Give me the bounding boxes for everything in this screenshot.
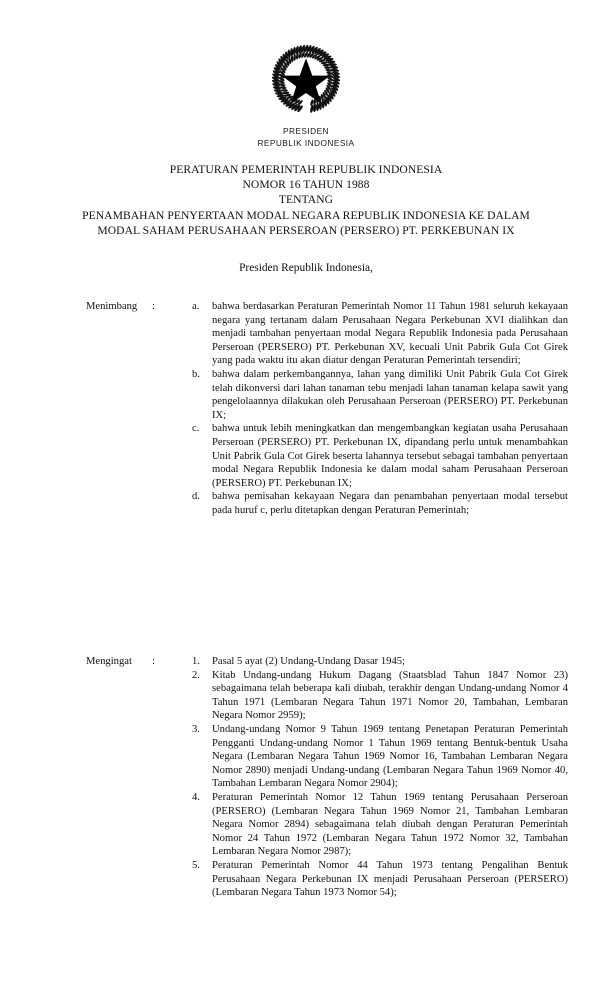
- title-line-tentang: TENTANG: [278, 193, 334, 207]
- title-line-subject-2: MODAL SAHAM PERUSAHAAN PERSEROAN (PERSERO) PT. PERKEBUNAN IX: [97, 223, 515, 237]
- section-label-menimbang: Menimbang: [86, 301, 138, 312]
- title-line-number: NOMOR 16 TAHUN 1988: [242, 178, 370, 192]
- clause-item: [192, 791, 568, 859]
- opening-line: Presiden Republik Indonesia,: [239, 262, 373, 274]
- clause-item: [192, 655, 568, 669]
- crest-line-presiden: PRESIDEN: [282, 126, 330, 136]
- crest-caption: [0, 126, 612, 149]
- clause-item: [192, 422, 568, 490]
- clause-text: bahwa pemisahan kekayaan Negara dan penambahan penyertaan modal tersebut pada huruf c, perlu ditetapkan dengan Peraturan Pemerintah;: [212, 491, 568, 516]
- clause-text: Peraturan Pemerintah Nomor 44 Tahun 1973 tentang Pengalihan Bentuk Perusahaan Negara Perkebunan IX menjadi Perusahaan Perseroan (PERSERO) (Lembaran Negara Tahun 1973 Nomor 54);: [212, 859, 568, 899]
- section-colon-mengingat: :: [152, 656, 155, 667]
- clause-item: [192, 859, 568, 900]
- clause-list-menimbang: [192, 300, 568, 518]
- clause-marker: 4.: [192, 791, 200, 803]
- clause-marker: b.: [192, 368, 200, 380]
- clause-text: Kitab Undang-undang Hukum Dagang (Staatsblad Tahun 1847 Nomor 23) sebagaimana telah beberapa kali diubah, terakhir dengan Undang-undang Nomor 4 Tahun 1971 (Lembaran Negara Tahun 1971 Nomor 20, Tambahan, Lembaran Negara Nomor 2959);: [212, 669, 568, 722]
- emblem-container: [0, 42, 612, 116]
- clause-text: Undang-undang Nomor 9 Tahun 1969 tentang Penetapan Peraturan Pemerintah Pengganti Undang-undang Nomor 1 Tahun 1969 tentang Bentuk-bentuk Usaha Negara (Lembaran Negara Tahun 1969 Nomor 16, Tambahan Lembaran Negara Nomor 2890) menjadi Undang-undang (Lembaran Negara Tahun 1969 Nomor 40, Tambahan Lembaran Negara Nomor 2904);: [212, 723, 568, 790]
- clause-item: [192, 669, 568, 723]
- clause-item: [192, 368, 568, 422]
- clause-marker: 2.: [192, 669, 200, 681]
- clause-text: bahwa dalam perkembangannya, lahan yang dimiliki Unit Pabrik Gula Cot Girek telah dikonversi dari lahan tanaman tebu menjadi lahan tanaman kelapa sawit yang pengelolaannya dilakukan oleh Perusahaan Perseroan (PERSERO) PT. Perkebunan IX;: [212, 368, 568, 421]
- crest-line-republik: REPUBLIK INDONESIA: [257, 137, 355, 148]
- clause-marker: a.: [192, 301, 200, 312]
- section-row: [86, 655, 568, 900]
- section-label-mengingat: Mengingat: [86, 656, 132, 667]
- clause-list-mengingat: [192, 655, 568, 900]
- section-colon-menimbang: :: [152, 301, 155, 312]
- title-line-regulation: PERATURAN PEMERINTAH REPUBLIK INDONESIA: [169, 163, 443, 176]
- clause-item: [192, 723, 568, 791]
- clause-text: bahwa berdasarkan Peraturan Pemerintah Nomor 11 Tahun 1981 seluruh kekayaan negara yang tertanam dalam Perusahaan Negara Perkebunan XVI dialihkan dan menjadi tambahan penyertaan modal Negara Republik Indonesia pada Perusahaan Perseroan (PERSERO) PT. Perkebunan XV, kecuali Unit Pabrik Gula Cot Girek yang pada waktu itu akan diatur dengan Peraturan Pemerintah tersendiri;: [212, 301, 568, 367]
- clause-marker: 1.: [192, 656, 200, 667]
- clause-marker: 5.: [192, 859, 200, 871]
- clause-text: Pasal 5 ayat (2) Undang-Undang Dasar 1945;: [212, 656, 405, 667]
- clause-marker: c.: [192, 423, 200, 435]
- clause-text: bahwa untuk lebih meningkatkan dan mengembangkan kegiatan usaha Perusahaan Perseroan (PERSERO) PT. Perkebunan IX, dipandang perlu untuk menambahkan Unit Pabrik Gula Cot Girek beserta lahannya tersebut sebagai tambahan penyertaan modal Negara Republik Indonesia ke dalam modal saham Perusahaan Perseroan (PERSERO) PT. Perkebunan IX;: [212, 423, 568, 489]
- section-row: [86, 300, 568, 518]
- section-mengingat: [86, 655, 568, 900]
- clause-marker: d.: [192, 491, 200, 503]
- section-menimbang: [86, 300, 568, 518]
- document-title-block: [36, 162, 576, 238]
- clause-item: [192, 300, 568, 368]
- clause-item: [192, 490, 568, 517]
- clause-text: Peraturan Pemerintah Nomor 12 Tahun 1969 tentang Perusahaan Perseroan (PERSERO) (Lembaran Negara Tahun 1969 Nomor 21, Tambahan Lembaran Negara Nomor 2894) sebagaimana telah diubah dengan Peraturan Pemerintah Nomor 24 Tahun 1972 (Lembaran Negara Tahun 1972 Nomor 32, Tambahan Lembaran Negara Nomor 2987);: [212, 791, 568, 858]
- clause-marker: 3.: [192, 723, 200, 735]
- indonesian-presidential-seal-star-wreath-icon: [269, 42, 343, 116]
- title-line-subject-1: PENAMBAHAN PENYERTAAN MODAL NEGARA REPUBLIK INDONESIA KE DALAM: [82, 208, 530, 222]
